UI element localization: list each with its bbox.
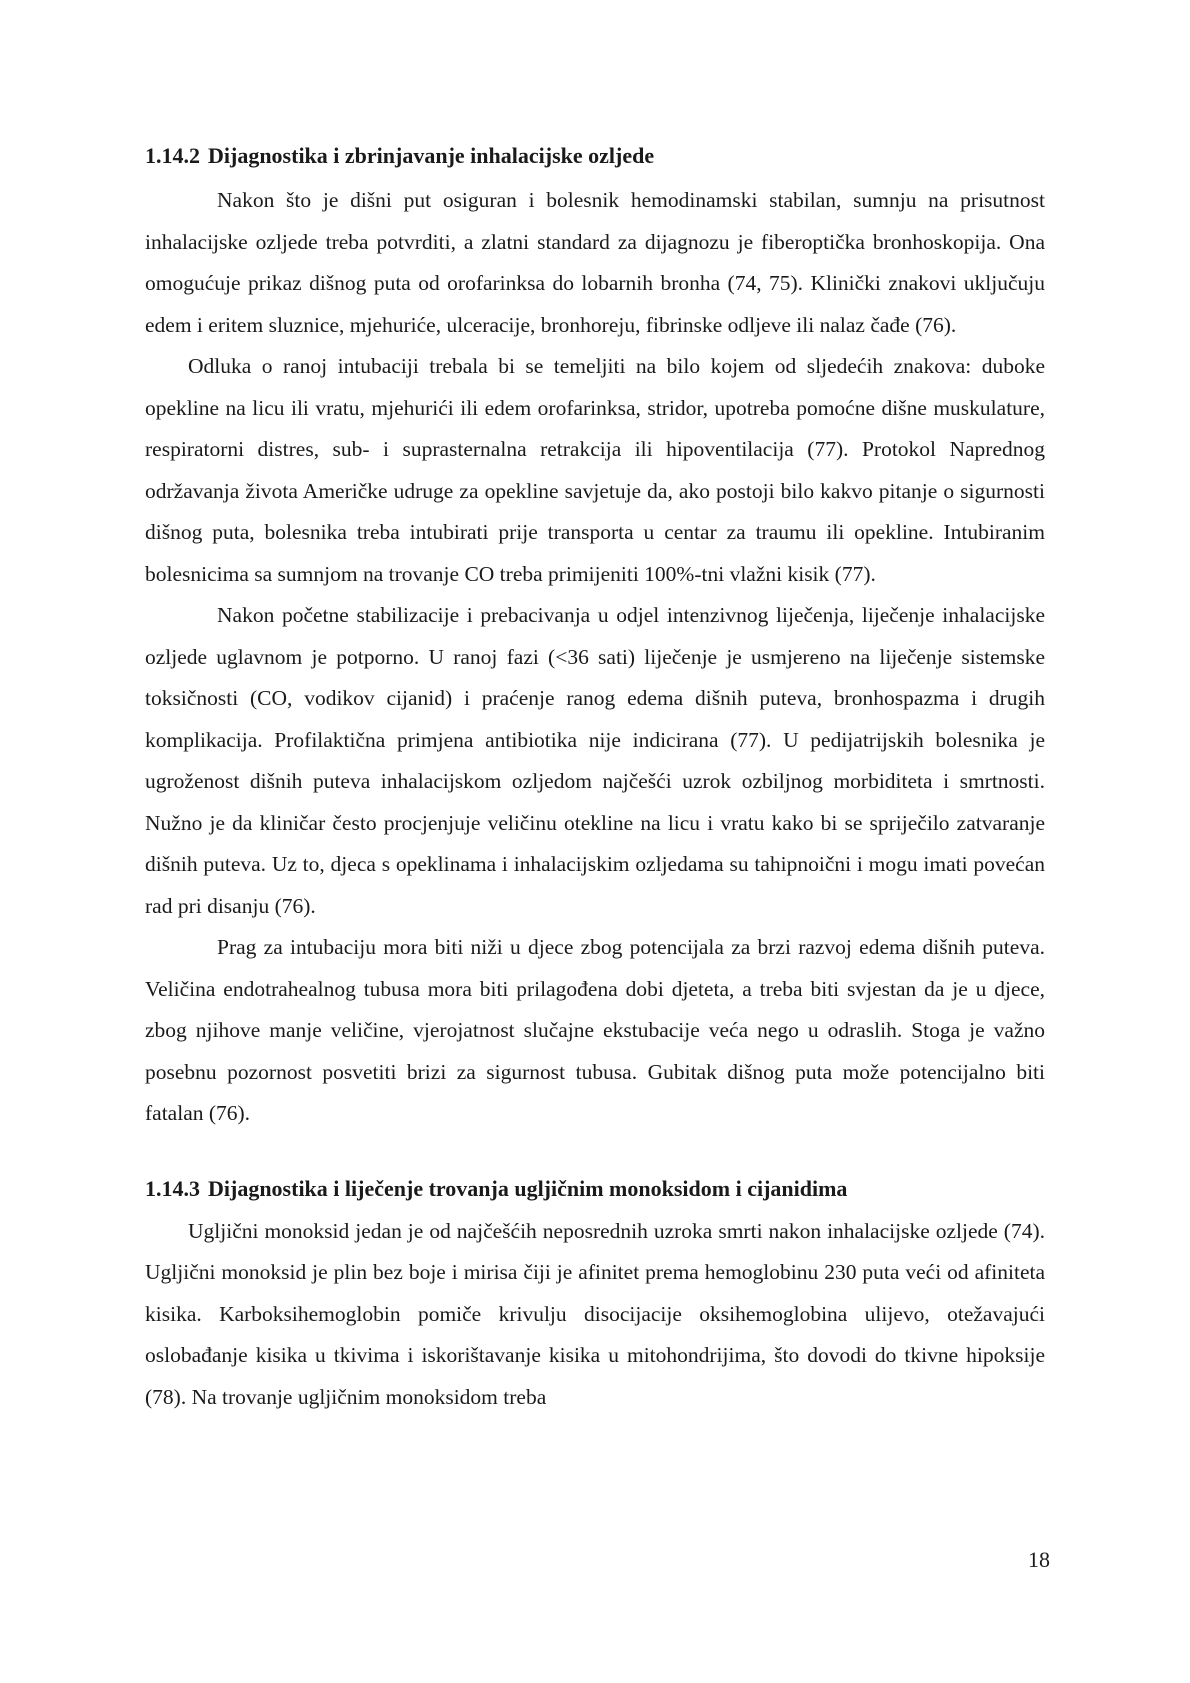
section-number: 1.14.3 [145, 1175, 200, 1201]
section-heading [145, 140, 1045, 172]
section-number: 1.14.2 [145, 143, 200, 168]
paragraph: Ugljični monoksid jedan je od najčešćih neposrednih uzroka smrti nakon inhalacijske ozljede (74). Ugljični monoksid je plin bez boje i mirisa čiji je afinitet prema hemoglobinu 230 puta veći od afiniteta kisika. Karboksihemoglobin pomiče krivulju disocijacije oksihemoglobina ulijevo, otežavajući oslobađanje kisika u tkivima i iskorištavanje kisika u mitohondrijima, što dovodi do tkivne hipoksije (78). Na trovanje ugljičnim monoksidom treba [145, 1218, 1045, 1409]
section-title: Dijagnostika i liječenje trovanja ugljičnim monoksidom i cijanidima [208, 1175, 848, 1201]
section-title: Dijagnostika i zbrinjavanje inhalacijske ozljede [208, 143, 655, 168]
page-number: 18 [1028, 1547, 1050, 1572]
paragraph: Nakon početne stabilizacije i prebacivanja u odjel intenzivnog liječenja, liječenje inhalacijske ozljede uglavnom je potporno. U ranoj fazi (<36 sati) liječenje je usmjereno na liječenje sistemske toksičnosti (CO, vodikov cijanid) i praćenje ranog edema dišnih puteva, bronhospazma i drugih komplikacija. Profilaktična primjena antibiotika nije indicirana (77). U pedijatrijskih bolesnika je ugroženost dišnih puteva inhalacijskom ozljedom najčešći uzrok ozbiljnog morbiditeta i smrtnosti. Nužno je da kliničar često procjenjuje veličinu otekline na licu i vratu kako bi se spriječilo zatvaranje dišnih puteva. Uz to, djeca s opeklinama i inhalacijskim ozljedama su tahipnoični i mogu imati povećan rad pri disanju (76). [145, 603, 1045, 918]
paragraph: Nakon što je dišni put osiguran i bolesnik hemodinamski stabilan, sumnju na prisutnost inhalacijske ozljede treba potvrditi, a zlatni standard za dijagnozu je fiberoptička bronhoskopija. Ona omogućuje prikaz dišnog puta od orofarinksa do lobarnih bronha (74, 75). Klinički znakovi uključuju edem i eritem sluznice, mjehuriće, ulceracije, bronhoreju, fibrinske odljeve ili nalaz čađe (76). [145, 188, 1045, 337]
document-page [145, 140, 1045, 1418]
paragraph: Prag za intubaciju mora biti niži u djece zbog potencijala za brzi razvoj edema dišnih puteva. Veličina endotrahealnog tubusa mora biti prilagođena dobi djeteta, a treba biti svjestan da je u djece, zbog njihove manje veličine, vjerojatnost slučajne ekstubacije veća nego u odraslih. Stoga je važno posebnu pozornost posvetiti brizi za sigurnost tubusa. Gubitak dišnog puta može potencijalno biti fatalan (76). [145, 935, 1045, 1125]
section-heading [145, 1173, 1045, 1205]
paragraph: Odluka o ranoj intubaciji trebala bi se temeljiti na bilo kojem od sljedećih znakova: duboke opekline na licu ili vratu, mjehurići ili edem orofarinksa, stridor, upotreba pomoćne dišne muskulature, respiratorni distres, sub- i suprasternalna retrakcija ili hipoventilacija (77). Protokol Naprednog održavanja života Američke udruge za opekline savjetuje da, ako postoji bilo kakvo pitanje o sigurnosti dišnog puta, bolesnika treba intubirati prije transporta u centar za traumu ili opekline. Intubiranim bolesnicima sa sumnjom na trovanje CO treba primijeniti 100%-tni vlažni kisik (77). [145, 354, 1045, 586]
